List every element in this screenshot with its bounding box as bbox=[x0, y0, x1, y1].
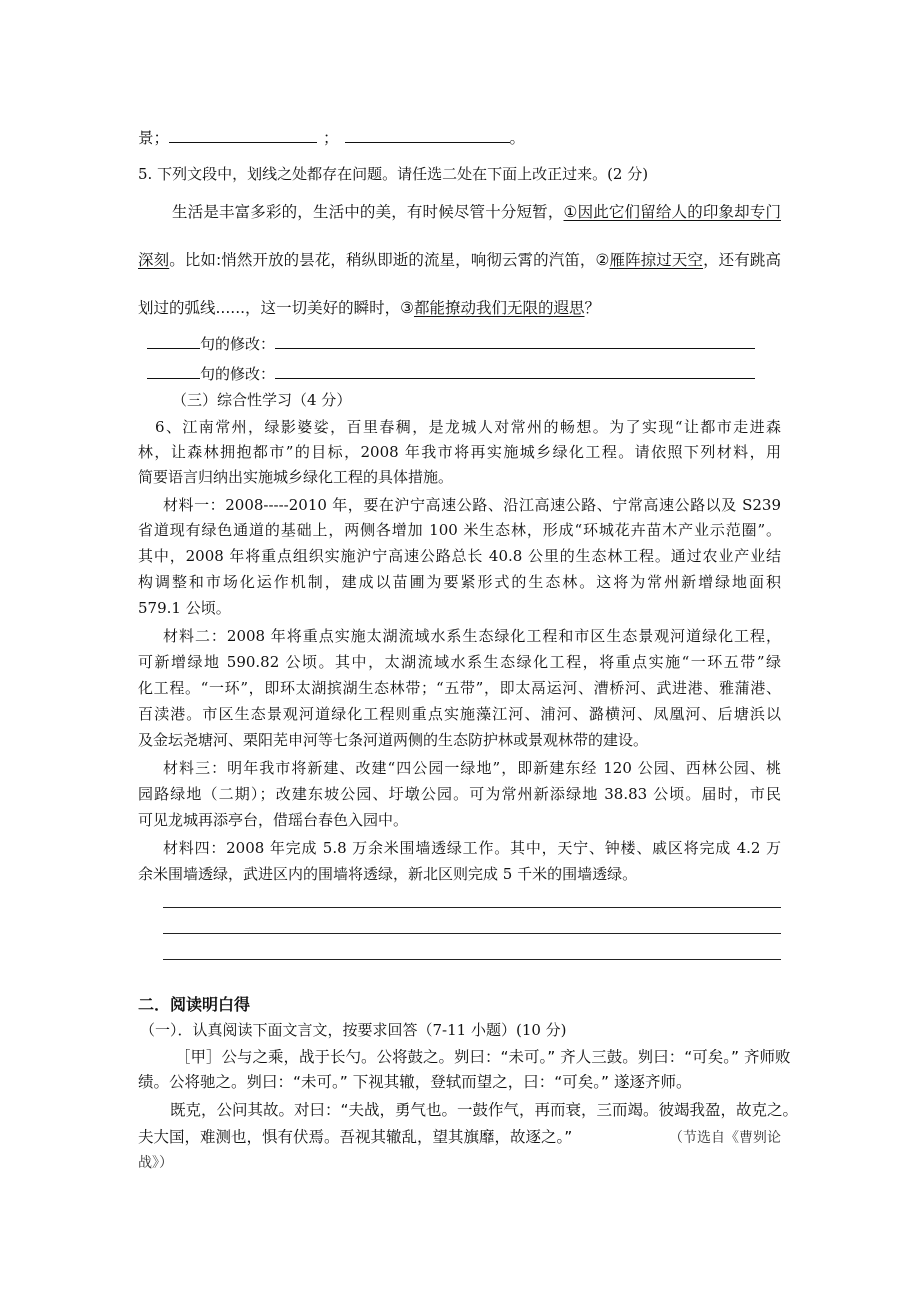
material1-line: 材料一：2008-----2010 年，要在沪宁高速公路、沿江高速公路、宁常高速公路以及 S239 bbox=[163, 496, 781, 514]
sentence-number-blank[interactable] bbox=[147, 364, 200, 379]
underlined-sentence-3: 都能撩动我们无限的遐思 bbox=[413, 299, 585, 317]
material3-line: 可见龙城再添亭台，借瑶台春色入园中。 bbox=[138, 811, 409, 829]
underlined-sentence-1-end: 深刻 bbox=[138, 251, 170, 269]
q6-line: 6、江南常州，绿影婆娑，百里春稠，是龙城人对常州的畅想。为了实现“让都市走进森 bbox=[155, 418, 781, 436]
answer-blank[interactable] bbox=[169, 128, 317, 143]
part2-title: 二．阅读明白得 bbox=[138, 995, 251, 1014]
sentence-number-blank[interactable] bbox=[147, 334, 200, 349]
section3-title: （三）综合性学习（4 分） bbox=[172, 391, 352, 409]
q6-line: 林，让森林拥抱都市”的目标，2008 年我市将再实施城乡绿化工程。请依照下列材料，用 bbox=[138, 443, 781, 461]
q5-para-line3 bbox=[138, 298, 781, 318]
answer-line[interactable] bbox=[163, 933, 781, 934]
fix-label: 句的修改： bbox=[200, 335, 276, 353]
q5-title: 5. 下列文段中，划线之处都存在问题。请任选二处在下面上改正过来。(2 分) bbox=[138, 165, 649, 183]
fix-label: 句的修改： bbox=[200, 365, 276, 383]
material1-line: 579.1 公顷。 bbox=[138, 599, 231, 617]
material2-line: 及金坛尧塘河、栗阳芜申河等七条河道两侧的生态防护林或景观林带的建设。 bbox=[138, 731, 649, 749]
material3-line: 园路绿地（二期）；改建东坡公园、圩墩公园。可为常州新添绿地 38.83 公顷。届时，市民 bbox=[138, 785, 781, 803]
text: 。比如:悄然开放的昙花，稍纵即逝的流星，响彻云霄的汽笛，② bbox=[169, 251, 610, 269]
text: 夫大国，难测也，惧有伏焉。吾视其辙乱，望其旗靡，故逐之。” bbox=[138, 1128, 573, 1146]
answer-line[interactable] bbox=[163, 959, 781, 960]
passage-jia-line: 绩。公将驰之。刿曰：“未可。” 下视其辙，登轼而望之，曰：“可矣。” 遂逐齐师。 bbox=[138, 1073, 692, 1091]
material4-line: 余米围墙透绿，武进区内的围墙将透绿，新北区则完成 5 千米的围墙透绿。 bbox=[138, 865, 638, 883]
material4-line: 材料四：2008 年完成 5.8 万余米围墙透绿工作。其中，天宁、钟楼、戚区将完成 4.2 万 bbox=[163, 839, 781, 857]
fix-row-1 bbox=[147, 334, 790, 354]
q4-start: 景； bbox=[138, 129, 170, 147]
text: 生活是丰富多彩的，生活中的美，有时候尽管十分短暂， bbox=[172, 203, 564, 221]
part2-subtitle: （一）．认真阅读下面文言文，按要求回答（7-11 小题）(10 分) bbox=[140, 1021, 567, 1039]
q6-line: 简要语言归纳出实施城乡绿化工程的具体措施。 bbox=[138, 468, 454, 486]
material1-line: 其中，2008 年将重点组织实施沪宁高速公路总长 40.8 公里的生态林工程。通过农业产业结 bbox=[138, 547, 781, 565]
source-note: （节选自《曹刿论 bbox=[669, 1130, 781, 1146]
material2-line: 化工程。“一环”，即环太湖摈湖生态林带；“五带”，即太鬲运河、漕桥河、武进港、雅蒲港、 bbox=[138, 679, 781, 697]
source-note-end: 战》） bbox=[138, 1155, 173, 1171]
underlined-sentence-2: 雁阵掠过天空 bbox=[609, 251, 704, 269]
text: 划过的弧线......，这一切美好的瞬时，③ bbox=[138, 299, 414, 317]
material2-line: 材料二：2008 年将重点实施太湖流域水系生态绿化工程和市区生态景观河道绿化工程， bbox=[163, 627, 781, 645]
q4-end: 。 bbox=[509, 129, 526, 147]
material1-line: 构调整和市场化运作机制，建成以苗圃为要紧形式的生态林。这将为常州新增绿地面积 bbox=[138, 573, 781, 591]
fix-row-2 bbox=[147, 364, 790, 384]
answer-line[interactable] bbox=[163, 907, 781, 908]
answer-blank[interactable] bbox=[345, 128, 510, 143]
passage-jia-line: ［甲］公与之乘，战于长勺。公将鼓之。刿曰：“未可。” 齐人三鼓。刿曰：“可矣。” 齐师败 bbox=[175, 1048, 791, 1066]
text: ，还有跳高 bbox=[703, 251, 781, 269]
fix-answer-blank[interactable] bbox=[275, 334, 755, 349]
material2-line: 百渎港。市区生态景观河道绿化工程则重点实施藻江河、浦河、潞横河、凤凰河、后塘浜以 bbox=[138, 705, 781, 723]
q4-answer-line bbox=[138, 128, 781, 148]
material1-line: 省道现有绿色通道的基础上，两侧各增加 100 米生态林，形成“环城花卉苗木产业示范圈”。 bbox=[138, 521, 781, 539]
underlined-sentence-1: ①因此它们留给人的印象却专门 bbox=[563, 203, 781, 221]
material2-line: 可新增绿地 590.82 公顷。其中，太湖流域水系生态绿化工程，将重点实施“一环五带”绿 bbox=[138, 653, 781, 671]
q5-para-line1 bbox=[172, 202, 781, 222]
passage-line: 既克，公问其故。对曰：“夫战，勇气也。一鼓作气，再而衰，三而竭。彼竭我盈，故克之。 bbox=[170, 1101, 799, 1119]
fix-answer-blank[interactable] bbox=[275, 364, 755, 379]
q4-sep: ； bbox=[323, 129, 339, 147]
material3-line: 材料三：明年我市将新建、改建“四公园一绿地”，即新建东经 120 公园、西林公园、桃 bbox=[163, 759, 781, 777]
text: ？ bbox=[584, 299, 600, 317]
q5-para-line2 bbox=[138, 250, 781, 270]
passage-line bbox=[138, 1127, 781, 1147]
